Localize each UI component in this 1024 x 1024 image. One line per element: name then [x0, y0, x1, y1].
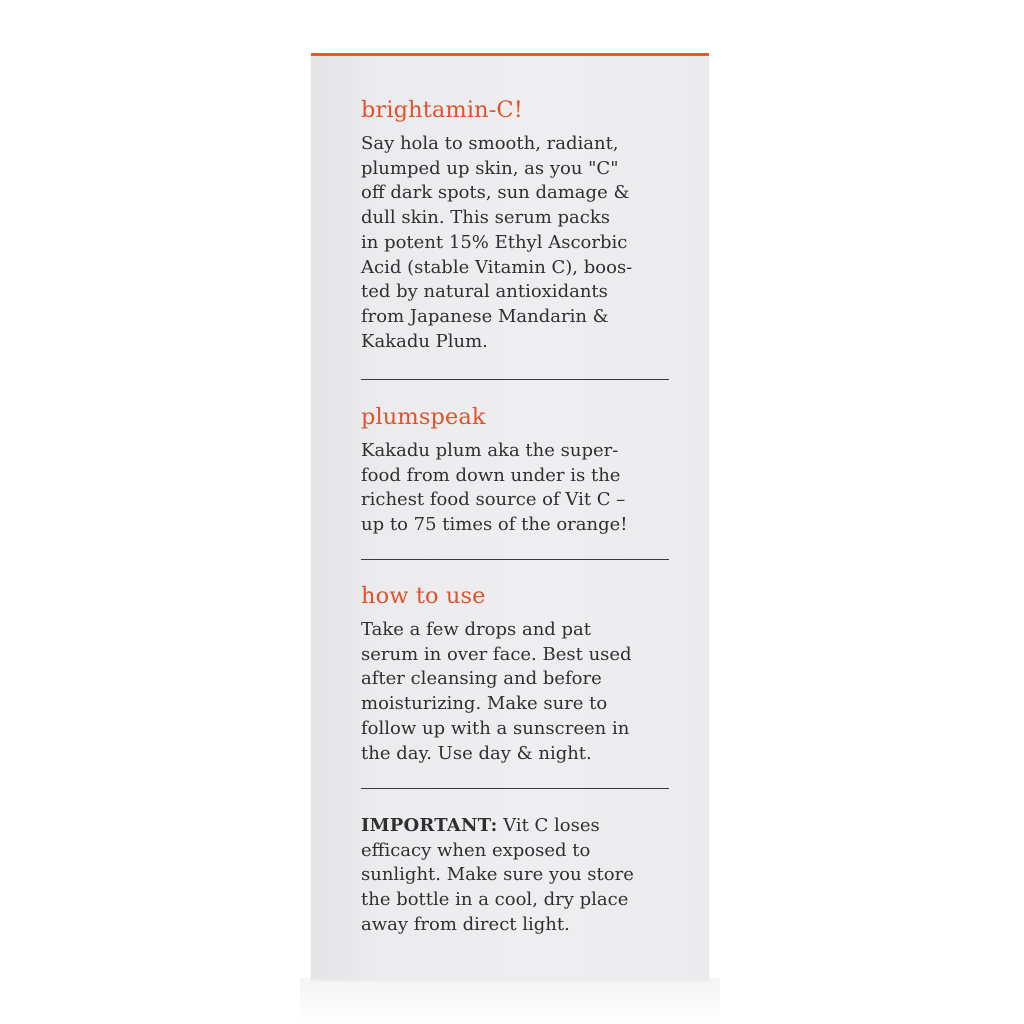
product-box-panel [311, 53, 709, 979]
section-body: Take a few drops and pat serum in over face. Best used after cleansing and before moisturizing. Make sure to follow up with a sunscreen in the day. Use day & night. [361, 619, 632, 764]
important-text: Vit C loses efficacy when exposed to sunlight. Make sure you store the bottle in a cool, dry place away from direct light. [361, 815, 634, 935]
box-floor-reflection [300, 978, 720, 1024]
section-body: Say hola to smooth, radiant, plumped up skin, as you "C" off dark spots, sun damage & dull skin. This serum packs in potent 15% Ethyl Ascorbic Acid (stable Vitamin C), boos- ted by natural antioxidants from Japanese Mandarin & Kakadu Plum. [361, 133, 633, 352]
section-heading: brightamin-C! [361, 97, 523, 123]
section-heading: how to use [361, 583, 486, 609]
divider-line [361, 788, 669, 789]
important-label: IMPORTANT: [361, 815, 498, 836]
important-note [361, 814, 681, 938]
section-how-to-use [361, 582, 681, 766]
section-brightamin-c [361, 96, 681, 354]
section-heading: plumspeak [361, 404, 486, 430]
section-important [361, 814, 681, 938]
section-plumspeak [361, 403, 681, 538]
divider-line [361, 559, 669, 560]
section-body: Kakadu plum aka the super- food from down under is the richest food source of Vit C – up to 75 times of the orange! [361, 440, 628, 536]
divider-line [361, 379, 669, 380]
box-top-accent-edge [311, 53, 709, 56]
